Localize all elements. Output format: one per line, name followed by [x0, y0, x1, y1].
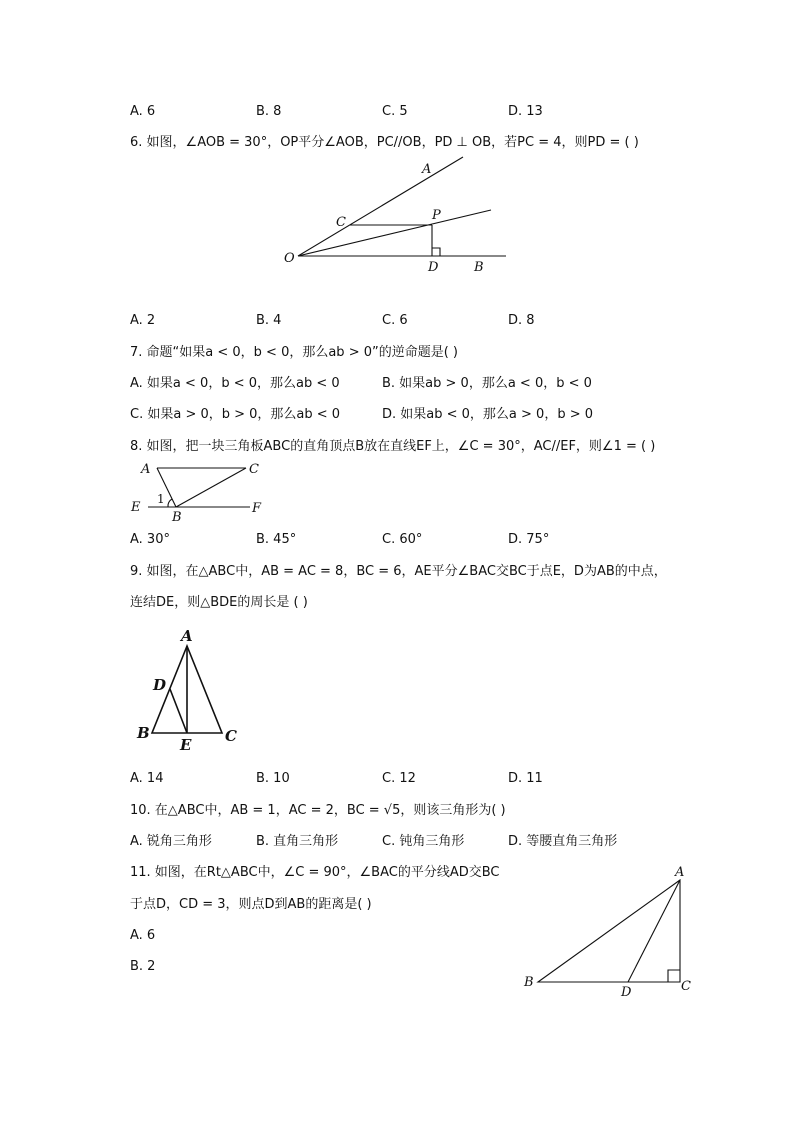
q10-option-c: C. 钝角三角形: [382, 834, 465, 849]
q6-label-a: A: [422, 162, 432, 177]
q11-line-ad: [628, 880, 680, 982]
q6-option-d: D. 8: [508, 313, 535, 328]
q11-label-c: C: [681, 979, 691, 994]
q8-label-a: A: [141, 462, 151, 477]
q6-stem: 6. 如图，∠AOB = 30°，OP平分∠AOB，PC//OB，PD ⊥ OB，若PC = 4，则PD = ( ): [130, 135, 639, 150]
q11-option-a: A. 6: [130, 928, 156, 943]
q6-label-b: B: [474, 260, 484, 275]
q11-triangle-abc: [538, 880, 680, 982]
q10-option-b: B. 直角三角形: [256, 834, 339, 849]
q9-label-b: B: [137, 724, 150, 742]
q8-label-f: F: [252, 501, 262, 516]
q11-label-d: D: [621, 985, 632, 1000]
q10-option-d: D. 等腰直角三角形: [508, 834, 618, 849]
q10-stem: 10. 在△ABC中，AB = 1，AC = 2，BC = √5，则该三角形为( ): [130, 803, 506, 818]
q5-option-b: B. 8: [256, 104, 282, 119]
q8-label-angle-1: 1: [157, 492, 165, 506]
q8-label-b: B: [172, 510, 182, 525]
q5-option-c: C. 5: [382, 104, 408, 119]
q5-option-d: D. 13: [508, 104, 543, 119]
q6-option-a: A. 2: [130, 313, 156, 328]
q6-option-c: C. 6: [382, 313, 408, 328]
q7-option-c: C. 如果a > 0，b > 0，那么ab < 0: [130, 407, 341, 422]
q6-label-c: C: [336, 215, 346, 230]
q11-option-b: B. 2: [130, 959, 156, 974]
q7-option-a: A. 如果a < 0，b < 0，那么ab < 0: [130, 376, 340, 391]
q9-option-b: B. 10: [256, 771, 290, 786]
q8-label-e: E: [131, 500, 141, 515]
q7-option-d: D. 如果ab < 0，那么a > 0，b > 0: [382, 407, 593, 422]
q9-label-a: A: [181, 627, 193, 645]
q8-stem: 8. 如图，把一块三角板ABC的直角顶点B放在直线EF上，∠C = 30°，AC//EF，则∠1 = ( ): [130, 439, 656, 454]
q9-stem-line2: 连结DE，则△BDE的周长是 ( ): [130, 595, 308, 610]
q9-label-e: E: [180, 736, 192, 754]
q11-stem-line2: 于点D，CD = 3，则点D到AB的距离是( ): [130, 897, 372, 912]
q6-label-p: P: [432, 208, 441, 223]
q5-option-a: A. 6: [130, 104, 156, 119]
q9-label-d: D: [153, 676, 167, 694]
q7-stem: 7. 命题“如果a < 0，b < 0，那么ab > 0”的逆命题是( ): [130, 345, 459, 360]
q6-label-o: O: [284, 251, 295, 266]
q6-option-b: B. 4: [256, 313, 282, 328]
q11-stem-line1: 11. 如图，在Rt△ABC中，∠C = 90°，∠BAC的平分线AD交BC: [130, 865, 500, 880]
q8-option-a: A. 30°: [130, 532, 170, 547]
q11-right-angle-mark: [668, 970, 680, 982]
q9-option-a: A. 14: [130, 771, 164, 786]
q9-option-d: D. 11: [508, 771, 543, 786]
q9-option-c: C. 12: [382, 771, 416, 786]
q6-label-d: D: [428, 260, 439, 275]
q8-option-d: D. 75°: [508, 532, 550, 547]
q10-option-a: A. 锐角三角形: [130, 834, 212, 849]
q8-option-b: B. 45°: [256, 532, 297, 547]
q8-option-c: C. 60°: [382, 532, 423, 547]
q11-label-a: A: [675, 865, 685, 880]
q11-label-b: B: [524, 975, 534, 990]
q8-label-c: C: [249, 462, 259, 477]
q7-option-b: B. 如果ab > 0，那么a < 0，b < 0: [382, 376, 592, 391]
q9-stem-line1: 9. 如图，在△ABC中，AB = AC = 8，BC = 6，AE平分∠BAC交BC于点E，D为AB的中点，: [130, 564, 667, 579]
q9-label-c: C: [225, 727, 237, 745]
